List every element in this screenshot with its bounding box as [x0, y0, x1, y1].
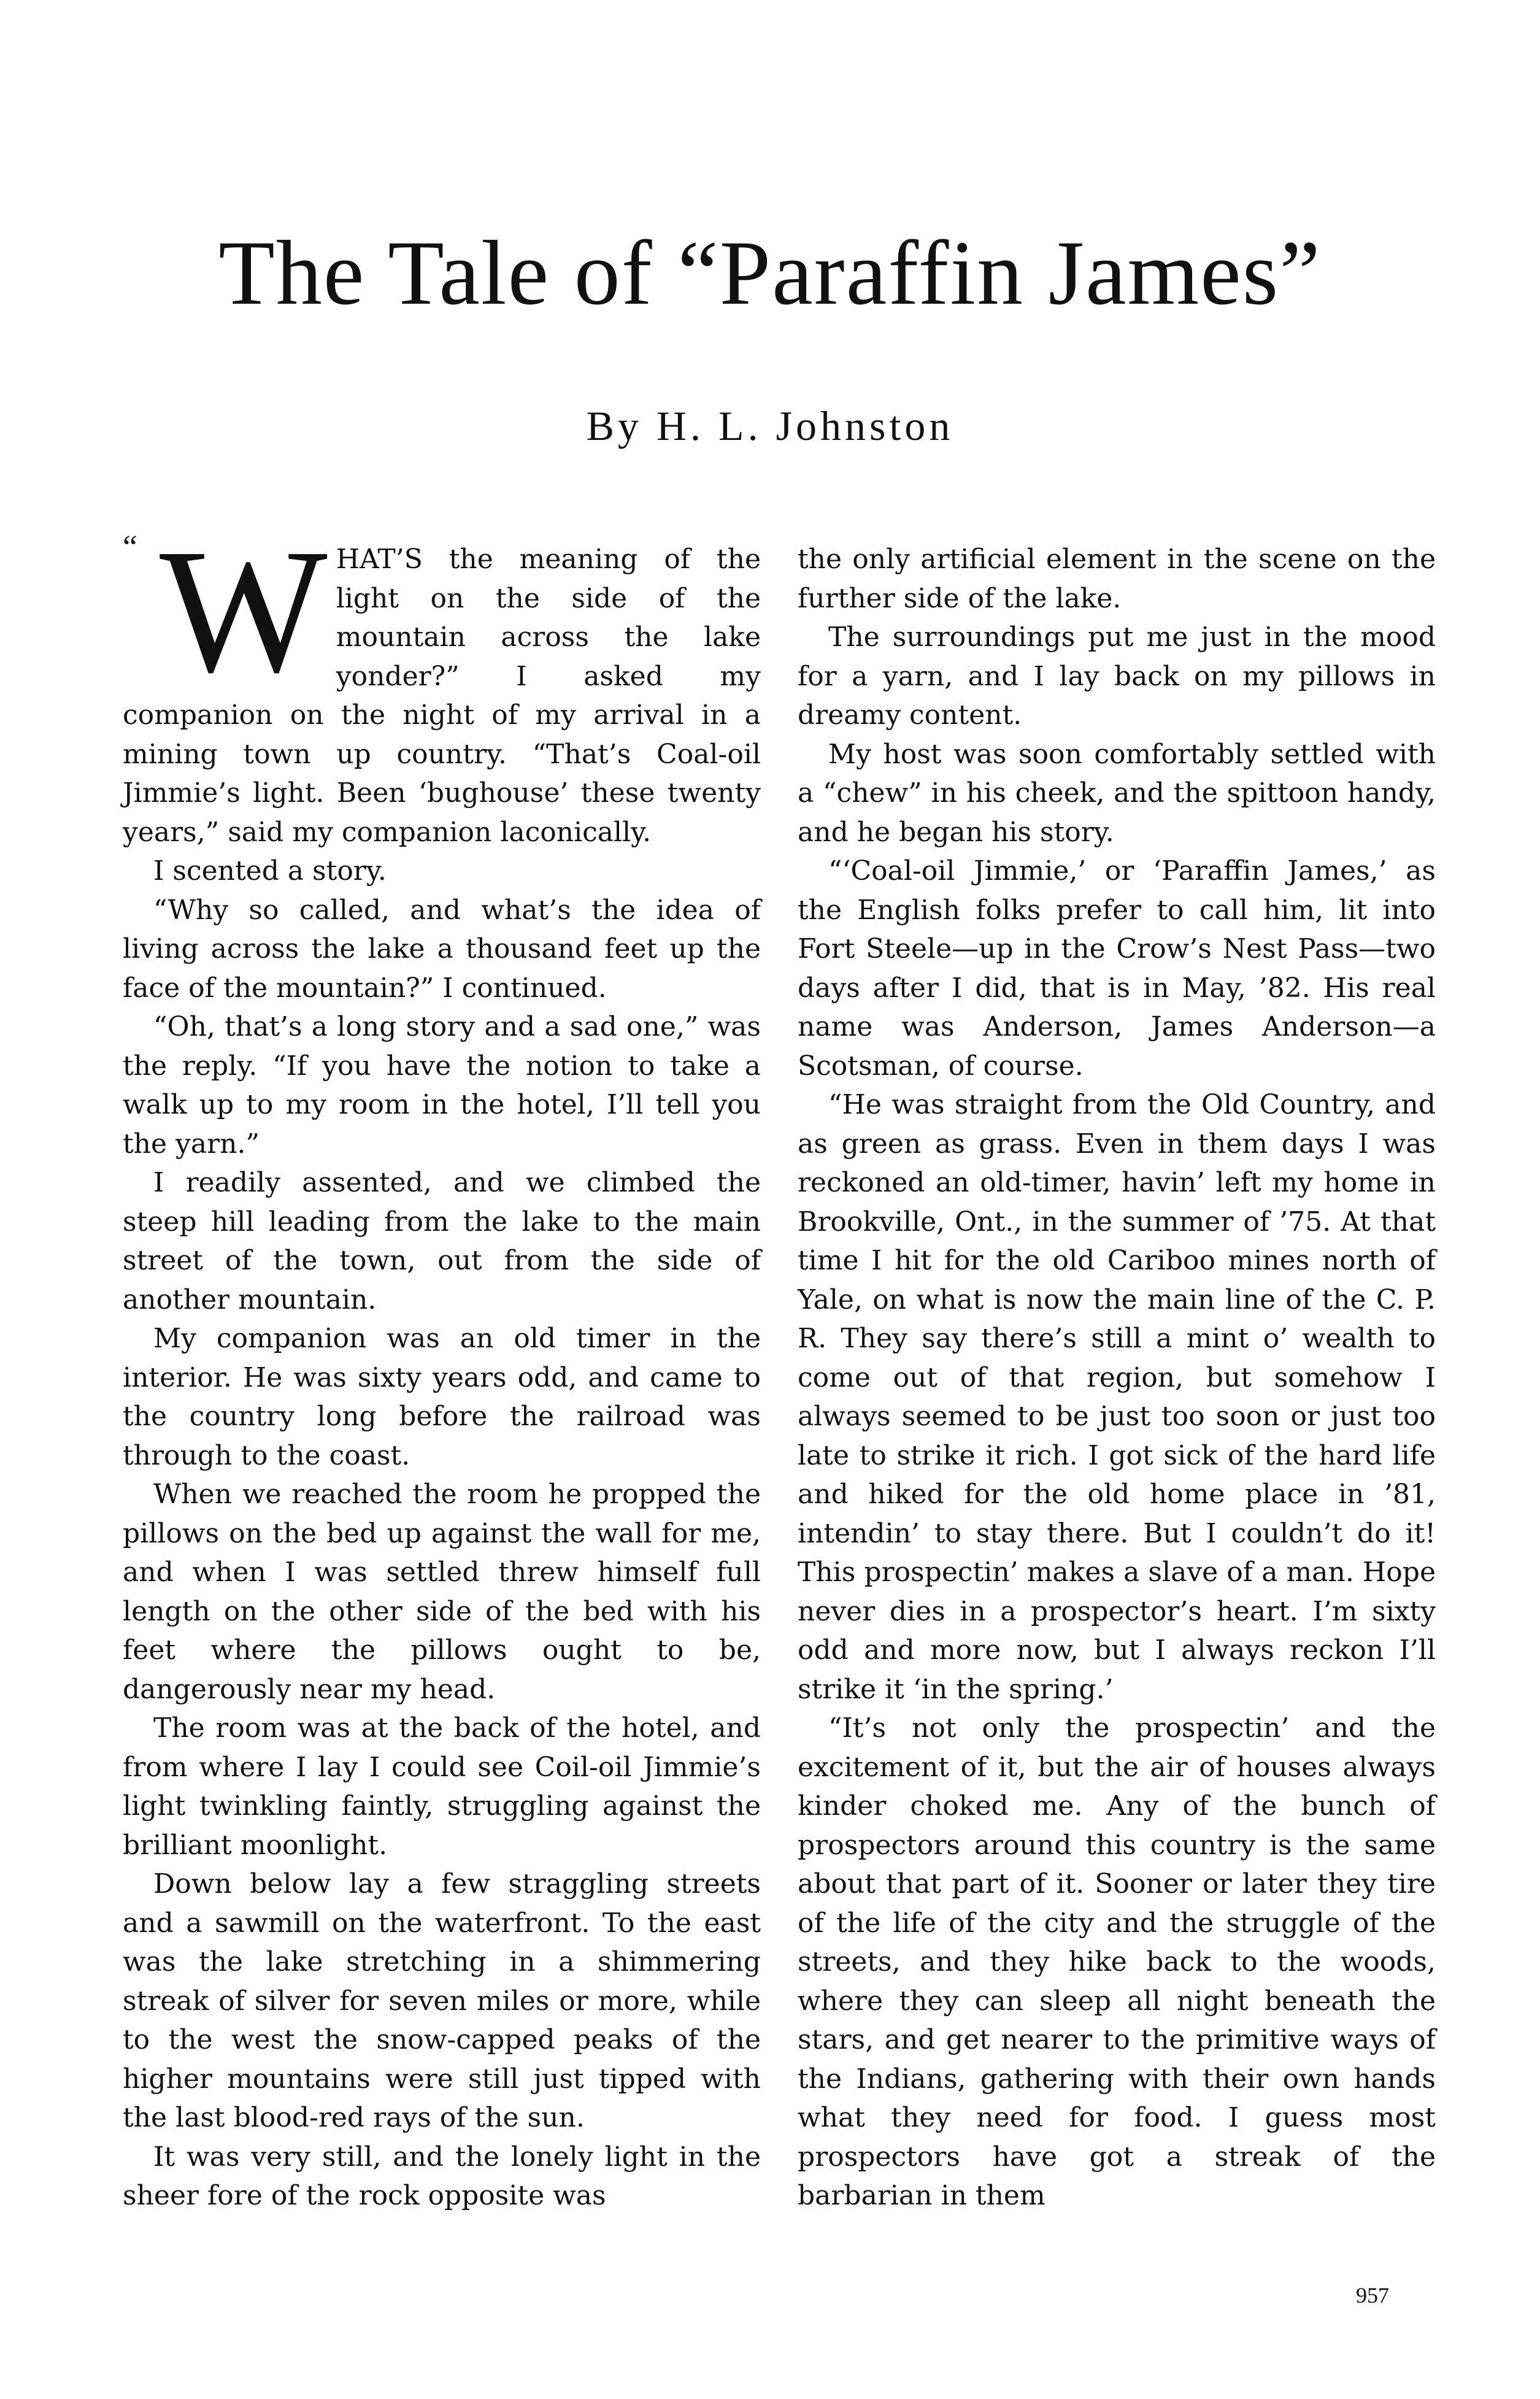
article-title: The Tale of “Paraffin James”	[218, 222, 1322, 324]
paragraph: When we reached the room he propped the pillows on the bed up against the wall for me, and when I was settled threw himself full length on the other side of the bed with his feet where the pillows ought to be, dangerously near my head.	[123, 1479, 761, 1705]
paragraph: “Oh, that’s a long story and a sad one,” was the reply. “If you have the notion to take a walk up to my room in the hotel, I’ll tell you the yarn.”	[123, 1011, 761, 1160]
paragraph: My companion was an old timer in the interior. He was sixty years odd, and came to the country long before the railroad was through to the coast.	[123, 1323, 761, 1471]
paragraph: My host was soon comfortably settled with a “chew” in his cheek, and the spittoon handy, and he began his story.	[798, 738, 1436, 848]
drop-cap-letter: W	[160, 512, 328, 709]
left-column	[123, 512, 761, 2216]
opening-paragraph-text: HAT’S the meaning of the light on the side of the mountain across the lake yonder?” I asked my companion on the night of my arrival in a mining town up country. “That’s Coal-oil Jimmie’s light. Been ‘bughouse’ these twenty years,” said my companion laconically.	[123, 544, 761, 848]
paragraph: I readily assented, and we climbed the steep hill leading from the lake to the main street of the town, out from the side of another mountain.	[123, 1167, 761, 1315]
paragraph: Down below lay a few straggling streets and a sawmill on the waterfront. To the east was the lake stretching in a shimmering streak of silver for seven miles or more, while to the west the snow-capped peaks of the higher mountains were still just tipped with the last blood-red rays of the sun.	[123, 1868, 761, 2133]
paragraph: The surroundings put me just in the mood for a yarn, and I lay back on my pillows in dreamy content.	[798, 622, 1436, 731]
paragraph: It was very still, and the lonely light in the sheer fore of the rock opposite was	[123, 2141, 761, 2211]
opening-paragraph	[123, 512, 761, 852]
right-column	[798, 540, 1436, 2216]
page-number: 957	[1356, 2283, 1389, 2308]
paragraph: “He was straight from the Old Country, and as green as grass. Even in them days I was reckoned an old-timer, havin’ left my home in Brookville, Ont., in the summer of ’75. At that time I hit for the old Cariboo mines north of Yale, on what is now the main line of the C. P. R. They say there’s still a mint o’ wealth to come out of that region, but somehow I always seemed to be just too soon or just too late to strike it rich. I got sick of the hard life and hiked for the old home place in ’81, intendin’ to stay there. But I couldn’t do it! This prospectin’ makes a slave of a man. Hope never dies in a prospector’s heart. I’m sixty odd and more now, but I always reckon I’ll strike it ‘in the spring.’	[798, 1089, 1436, 1705]
opening-quote-mark: “	[123, 528, 137, 565]
paragraph: “‘Coal-oil Jimmie,’ or ‘Paraffin James,’ as the English folks prefer to call him, lit into Fort Steele—up in the Crow’s Nest Pass—two days after I did, that is in May, ’82. His real name was Anderson, James Anderson—a Scotsman, of course.	[798, 855, 1436, 1082]
paragraph: “It’s not only the prospectin’ and the excitement of it, but the air of houses always kinder choked me. Any of the bunch of prospectors around this country is the same about that part of it. Sooner or later they tire of the life of the city and the struggle of the streets, and they hike back to the woods, where they can sleep all night beneath the stars, and get nearer to the primitive ways of the Indians, gathering with their own hands what they need for food. I guess most prospectors have got a streak of the barbarian in them	[798, 1712, 1436, 2211]
article-byline: By H. L. Johnston	[586, 402, 954, 449]
paragraph: The room was at the back of the hotel, and from where I lay I could see Coil-oil Jimmie’s light twinkling faintly, struggling against the brilliant moonlight.	[123, 1712, 761, 1861]
continued-paragraph: the only artificial element in the scene on the further side of the lake.	[798, 544, 1436, 614]
paragraph: “Why so called, and what’s the idea of living across the lake a thousand feet up the face of the mountain?” I continued.	[123, 894, 761, 1004]
paragraph: I scented a story.	[153, 855, 387, 887]
